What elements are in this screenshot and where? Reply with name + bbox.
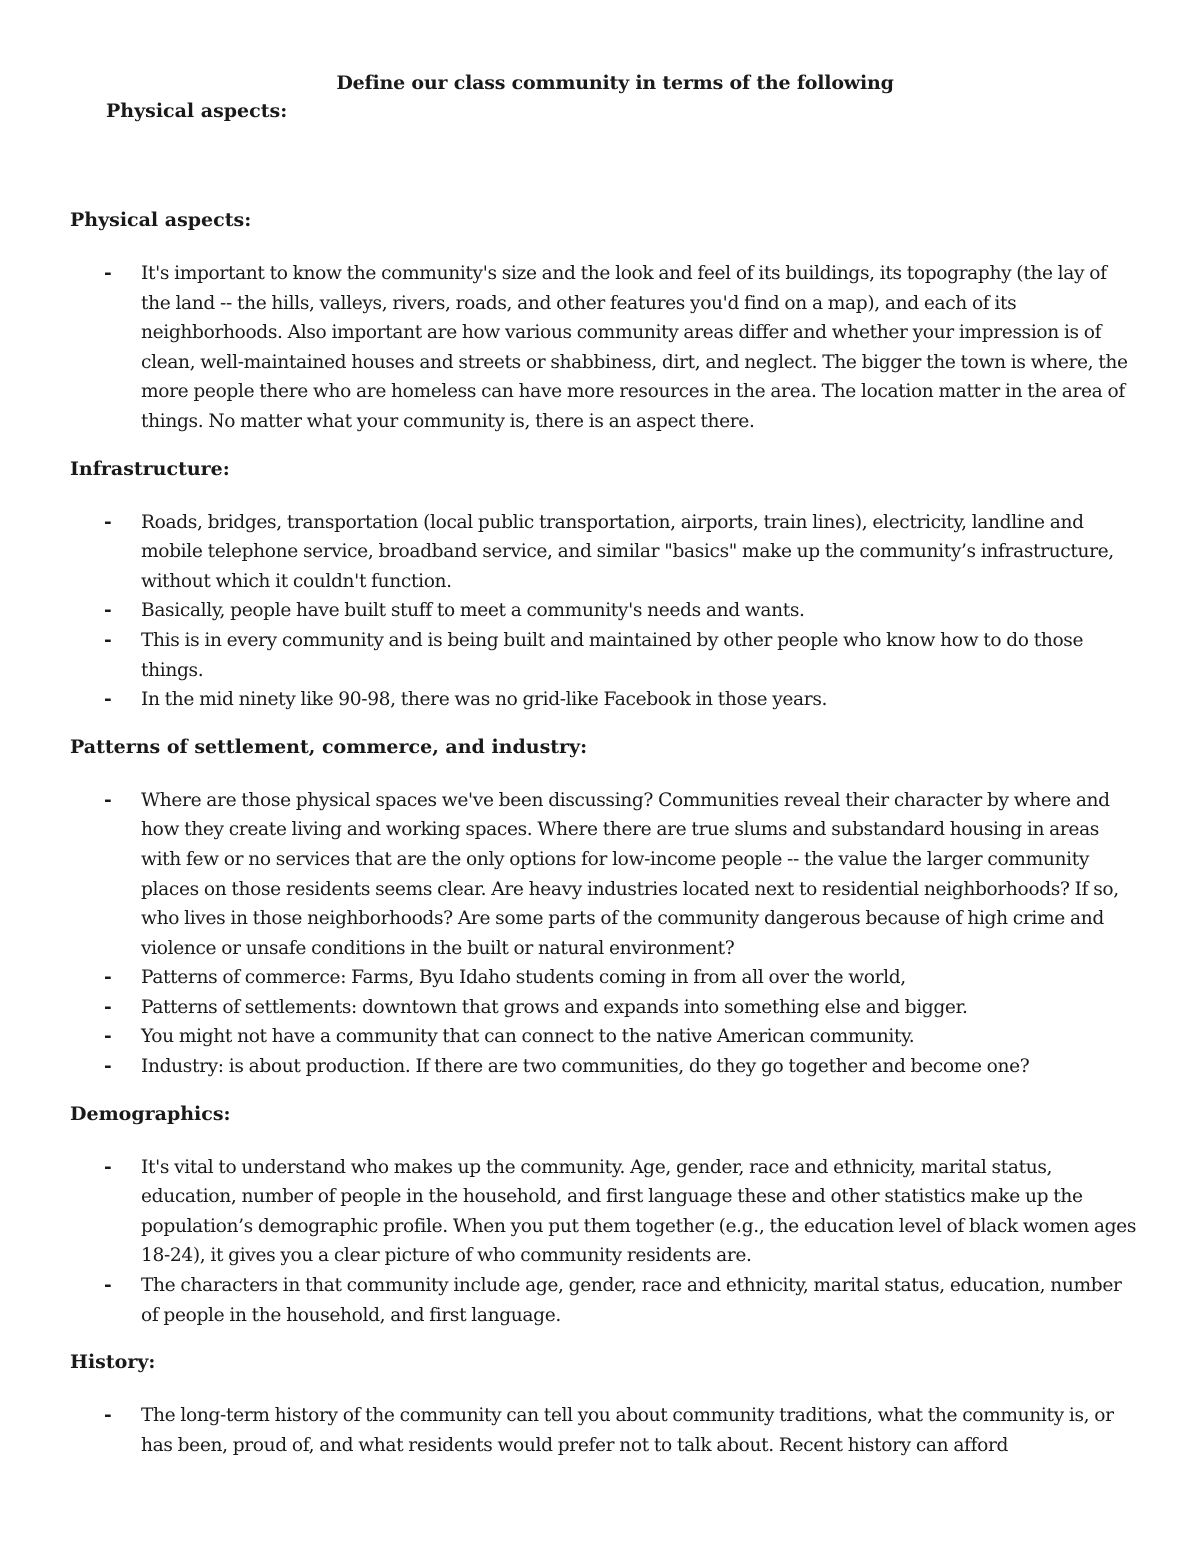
top-section-label: Physical aspects: bbox=[106, 100, 288, 122]
list-item-text: It's important to know the community's size and the look and feel of its buildings, its topography (the lay of the land -- the hills, valleys, rivers, roads, and other features you'd find on a map), and each of its neighborhoods. Also important are how various community areas differ and whether your impression is of clean, well-maintained houses and streets or shabbiness, dirt, and neglect. The bigger the town is where, the more people there who are homeless can have more resources in the area. The location matter in the area of things. No matter what your community is, there is an aspect there. bbox=[141, 263, 1128, 432]
bullet-list-infrastructure bbox=[70, 508, 1140, 715]
list-item bbox=[70, 1401, 1140, 1460]
section-heading-infrastructure: Infrastructure: bbox=[70, 457, 230, 480]
document-title: Define our class community in terms of the following bbox=[336, 72, 894, 94]
bullet-dash: - bbox=[104, 1275, 112, 1297]
section-heading-history: History: bbox=[70, 1351, 156, 1374]
bullet-dash: - bbox=[104, 629, 112, 651]
list-item bbox=[70, 626, 1140, 685]
list-item bbox=[70, 508, 1140, 597]
bullet-dash: - bbox=[104, 789, 112, 811]
bullet-list-history bbox=[70, 1401, 1140, 1460]
list-item-text: You might not have a community that can connect to the native American community. bbox=[141, 1026, 915, 1048]
list-item-text: Roads, bridges, transportation (local public transportation, airports, train lines), electricity, landline and mobile telephone service, broadband service, and similar "basics" make up the community’s infrastructure, without which it couldn't function. bbox=[141, 511, 1114, 592]
section-heading-physical-aspects: Physical aspects: bbox=[70, 209, 252, 231]
list-item-text: It's vital to understand who makes up the community. Age, gender, race and ethnicity, marital status, education, number of people in the household, and first language these and other statistics make up the population’s demographic profile. When you put them together (e.g., the education level of black women ages 18-24), it gives you a clear picture of who community residents are. bbox=[141, 1156, 1137, 1267]
section-heading-patterns: Patterns of settlement, commerce, and industry: bbox=[70, 735, 588, 758]
list-item-text: Where are those physical spaces we've been discussing? Communities reveal their character by where and how they create living and working spaces. Where there are true slums and substandard housing in areas with few or no services that are the only options for low-income people -- the value the larger community places on those residents seems clear. Are heavy industries located next to residential neighborhoods? If so, who lives in those neighborhoods? Are some parts of the community dangerous because of high crime and violence or unsafe conditions in the built or natural environment? bbox=[141, 789, 1119, 959]
list-item-text: This is in every community and is being built and maintained by other people who know how to do those things. bbox=[141, 629, 1084, 681]
list-item bbox=[70, 963, 1140, 993]
list-item-text: Basically, people have built stuff to meet a community's needs and wants. bbox=[141, 600, 805, 622]
bullet-dash: - bbox=[104, 1405, 112, 1427]
list-item bbox=[70, 1022, 1140, 1052]
list-item-text: In the mid ninety like 90-98, there was no grid-like Facebook in those years. bbox=[141, 689, 828, 711]
list-item bbox=[70, 1153, 1140, 1271]
list-item-text: Patterns of settlements: downtown that grows and expands into something else and bigger. bbox=[141, 996, 968, 1018]
list-item bbox=[70, 596, 1140, 626]
bullet-list-patterns bbox=[70, 786, 1140, 1082]
list-item bbox=[70, 1052, 1140, 1082]
bullet-dash: - bbox=[104, 967, 112, 989]
bullet-dash: - bbox=[104, 511, 112, 533]
bullet-dash: - bbox=[104, 1056, 112, 1078]
bullet-dash: - bbox=[104, 1156, 112, 1178]
bullet-dash: - bbox=[104, 600, 112, 622]
list-item bbox=[70, 1271, 1140, 1330]
section-heading-demographics: Demographics: bbox=[70, 1102, 231, 1125]
bullet-list-demographics bbox=[70, 1153, 1140, 1331]
list-item-text: Patterns of commerce: Farms, Byu Idaho students coming in from all over the world, bbox=[141, 967, 906, 989]
document-body bbox=[70, 206, 1140, 1478]
list-item bbox=[70, 786, 1140, 964]
list-item-text: The characters in that community include age, gender, race and ethnicity, marital status, education, number of people in the household, and first language. bbox=[141, 1275, 1122, 1326]
list-item bbox=[70, 993, 1140, 1023]
bullet-dash: - bbox=[104, 263, 112, 284]
list-item bbox=[70, 685, 1140, 715]
bullet-dash: - bbox=[104, 996, 112, 1018]
list-item bbox=[70, 259, 1140, 437]
list-item-text: The long-term history of the community can tell you about community traditions, what the community is, or has been, proud of, and what residents would prefer not to talk about. Recent history can afford bbox=[141, 1405, 1114, 1456]
bullet-dash: - bbox=[104, 1026, 112, 1048]
list-item-text: Industry: is about production. If there are two communities, do they go together and become one? bbox=[141, 1056, 1030, 1078]
bullet-dash: - bbox=[104, 689, 112, 711]
bullet-list-physical-aspects bbox=[70, 259, 1140, 437]
